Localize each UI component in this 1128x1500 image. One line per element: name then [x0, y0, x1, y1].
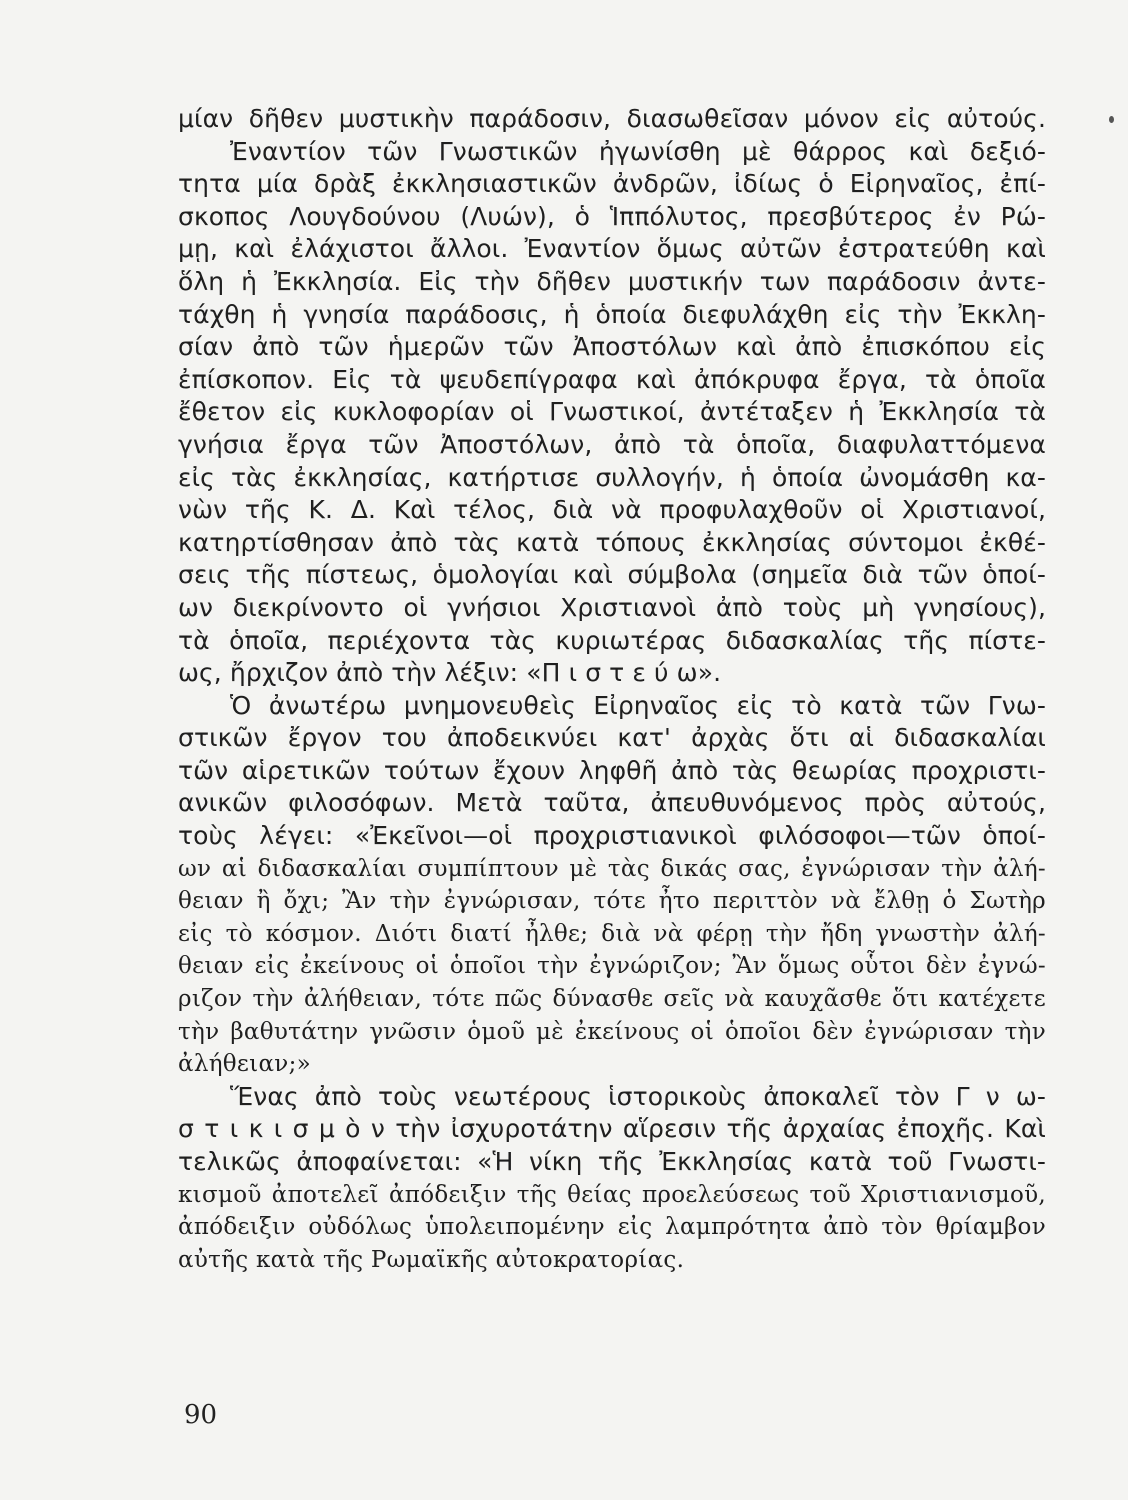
- text-line: σ τ ι κ ι σ μ ὸ ν τὴν ἰσχυροτάτην αἵρεσιν τῆς ἀρχαίας ἐποχῆς. Καὶ: [178, 1114, 1046, 1144]
- quote-line: ἀλήθειαν;»: [178, 1051, 312, 1078]
- text-line: σκοπος Λουγδούνου (Λυών), ὁ Ἱππόλυτος, πρεσβύτερος ἐν Ρώ-: [178, 201, 1046, 231]
- text-line: ανικῶν φιλοσόφων. Μετὰ ταῦτα, ἀπευθυνόμενος πρὸς αὐτούς,: [178, 788, 1046, 818]
- quote-line: τὴν βαθυτάτην γνῶσιν ὁμοῦ μὲ ἐκείνους οἱ ὁποῖοι δὲν ἐγνώρισαν τὴν: [178, 1018, 1046, 1045]
- text-line: τῶν αἱρετικῶν τούτων ἔχουν ληφθῆ ἀπὸ τὰς θεωρίας προχριστι-: [178, 755, 1046, 785]
- text-line: μίαν δῆθεν μυστικὴν παράδοσιν, διασωθεῖσαν μόνον εἰς αὐτούς.: [178, 104, 1046, 133]
- text-line: γνήσια ἔργα τῶν Ἀποστόλων, ἀπὸ τὰ ὁποῖα, διαφυλαττόμενα: [178, 429, 1046, 459]
- text-line: μῃ, καὶ ἐλάχιστοι ἄλλοι. Ἐναντίον ὅμως αὐτῶν ἐστρατεύθη καὶ: [178, 234, 1046, 264]
- body-text: [178, 103, 1046, 1276]
- text-line: Ἐναντίον τῶν Γνωστικῶν ἠγωνίσθη μὲ θάρρος καὶ δεξιό-: [230, 136, 1046, 166]
- text-line: ἐπίσκοπον. Εἰς τὰ ψευδεπίγραφα καὶ ἀπόκρυφα ἔργα, τὰ ὁποῖα: [178, 364, 1046, 394]
- text-line: εἰς τὰς ἐκκλησίας, κατήρτισε συλλογήν, ἡ ὁποία ὠνομάσθη κα-: [178, 462, 1046, 492]
- text-line: ὅλη ἡ Ἐκκλησία. Εἰς τὴν δῆθεν μυστικήν των παράδοσιν ἀντε-: [178, 266, 1046, 296]
- quote-line: αὐτῆς κατὰ τῆς Ρωμαϊκῆς αὐτοκρατορίας.: [178, 1246, 685, 1273]
- text-line: κατηρτίσθησαν ἀπὸ τὰς κατὰ τόπους ἐκκλησίας σύντομοι ἐκθέ-: [178, 527, 1046, 557]
- text-line: σεις τῆς πίστεως, ὁμολογίαι καὶ σύμβολα (σημεῖα διὰ τῶν ὁποί-: [178, 560, 1046, 590]
- text-line: Ἕνας ἀπὸ τοὺς νεωτέρους ἱστορικοὺς ἀποκαλεῖ τὸν Γ ν ω-: [230, 1081, 1046, 1111]
- text-line: τοὺς λέγει: «Ἐκεῖνοι—οἱ προχριστιανικοὶ φιλόσοφοι—τῶν ὁποί-: [178, 821, 1046, 851]
- page-number: 90: [184, 1400, 218, 1430]
- text-line: στικῶν ἔργον του ἀποδεικνύει κατ' ἀρχὰς ὅτι αἱ διδασκαλίαι: [178, 723, 1046, 753]
- quote-line: θειαν ἢ ὄχι; Ἂν τὴν ἐγνώρισαν, τότε ἦτο περιττὸν νὰ ἔλθῃ ὁ Σωτὴρ: [178, 888, 1046, 915]
- quote-line: ριζον τὴν ἀλήθειαν, τότε πῶς δύνασθε σεῖς νὰ καυχᾶσθε ὅτι κατέχετε: [178, 986, 1046, 1013]
- text-line: Ὁ ἀνωτέρω μνημονευθεὶς Εἰρηναῖος εἰς τὸ κατὰ τῶν Γνω-: [230, 690, 1046, 720]
- text-line: νὼν τῆς Κ. Δ. Καὶ τέλος, διὰ νὰ προφυλαχθοῦν οἱ Χριστιανοί,: [178, 495, 1046, 525]
- text-line: τὰ ὁποῖα, περιέχοντα τὰς κυριωτέρας διδασκαλίας τῆς πίστε-: [178, 625, 1046, 655]
- quote-line: εἰς τὸ κόσμον. Διότι διατί ἦλθε; διὰ νὰ φέρῃ τὴν ἤδη γνωστὴν ἀλή-: [178, 920, 1046, 947]
- text-line: σίαν ἀπὸ τῶν ἡμερῶν τῶν Ἀποστόλων καὶ ἀπὸ ἐπισκόπου εἰς: [178, 332, 1046, 362]
- text-line: τητα μία δρὰξ ἐκκλησιαστικῶν ἀνδρῶν, ἰδίως ὁ Εἰρηναῖος, ἐπί-: [178, 169, 1046, 199]
- quote-line: ων αἱ διδασκαλίαι συμπίπτουν μὲ τὰς δικάς σας, ἐγνώρισαν τὴν ἀλή-: [178, 855, 1046, 882]
- scan-speck: [1109, 116, 1114, 123]
- text-line: τάχθη ἡ γνησία παράδοσις, ἡ ὁποία διεφυλάχθη εἰς τὴν Ἐκκλη-: [178, 299, 1046, 329]
- text-line: ἔθετον εἰς κυκλοφορίαν οἱ Γνωστικοί, ἀντέταξεν ἡ Ἐκκλησία τὰ: [178, 397, 1046, 427]
- quote-line: θειαν εἰς ἐκείνους οἱ ὁποῖοι τὴν ἐγνώριζον; Ἂν ὅμως οὗτοι δὲν ἐγνώ-: [178, 953, 1046, 980]
- text-line: ως, ἤρχιζον ἀπὸ τὴν λέξιν: «Π ι σ τ ε ύ ω».: [178, 658, 722, 688]
- text-line: τελικῶς ἀποφαίνεται: «Ἡ νίκη τῆς Ἐκκλησίας κατὰ τοῦ Γνωστι-: [178, 1147, 1046, 1176]
- quote-line: ἀπόδειξιν οὐδόλως ὑπολειπομένην εἰς λαμπρότητα ἀπὸ τὸν θρίαμβον: [178, 1214, 1046, 1241]
- text-line: ων διεκρίνοντο οἱ γνήσιοι Χριστιανοὶ ἀπὸ τοὺς μὴ γνησίους),: [178, 592, 1046, 622]
- quote-line: κισμοῦ ἀποτελεῖ ἀπόδειξιν τῆς θείας προελεύσεως τοῦ Χριστιανισμοῦ,: [178, 1181, 1046, 1208]
